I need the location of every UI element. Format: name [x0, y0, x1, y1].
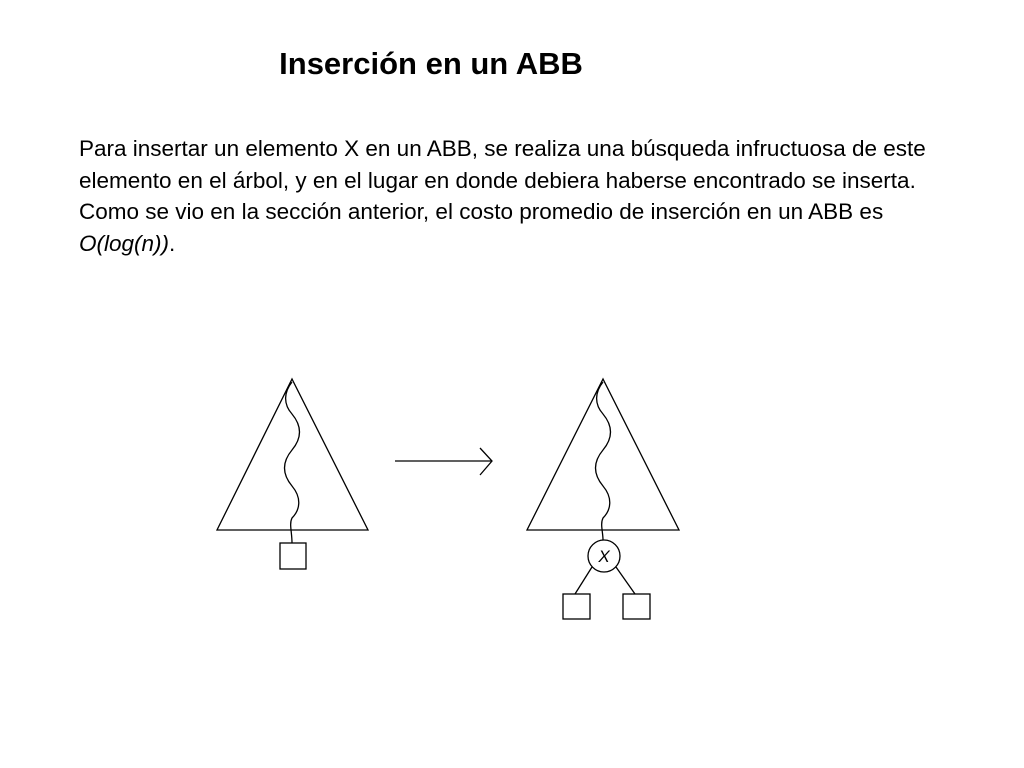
- search-path-before: [285, 382, 300, 543]
- body-period: .: [169, 230, 176, 256]
- body-text: Para insertar un elemento X en un ABB, se realiza una búsqueda infructuosa de este elemento en el árbol, y en el lugar en donde debiera haberse encontrado se inserta. Como se vio en la sección anterior, el costo promedio de inserción en un ABB es: [79, 136, 926, 224]
- tree-before: [217, 379, 368, 569]
- transition-arrow: [395, 448, 492, 475]
- slide-title: Inserción en un ABB: [279, 46, 583, 81]
- tree-after: [527, 379, 679, 619]
- right-empty-leaf-box: [623, 594, 650, 619]
- inserted-node-label: X: [598, 547, 610, 566]
- search-path-after: [596, 382, 611, 540]
- right-child-edge: [616, 567, 635, 594]
- tree-triangle-before: [217, 379, 368, 530]
- complexity-formula: O(log(n)): [79, 230, 170, 256]
- empty-leaf-box: [280, 543, 306, 569]
- tree-triangle-after: [527, 379, 679, 530]
- left-empty-leaf-box: [563, 594, 590, 619]
- left-child-edge: [575, 567, 592, 594]
